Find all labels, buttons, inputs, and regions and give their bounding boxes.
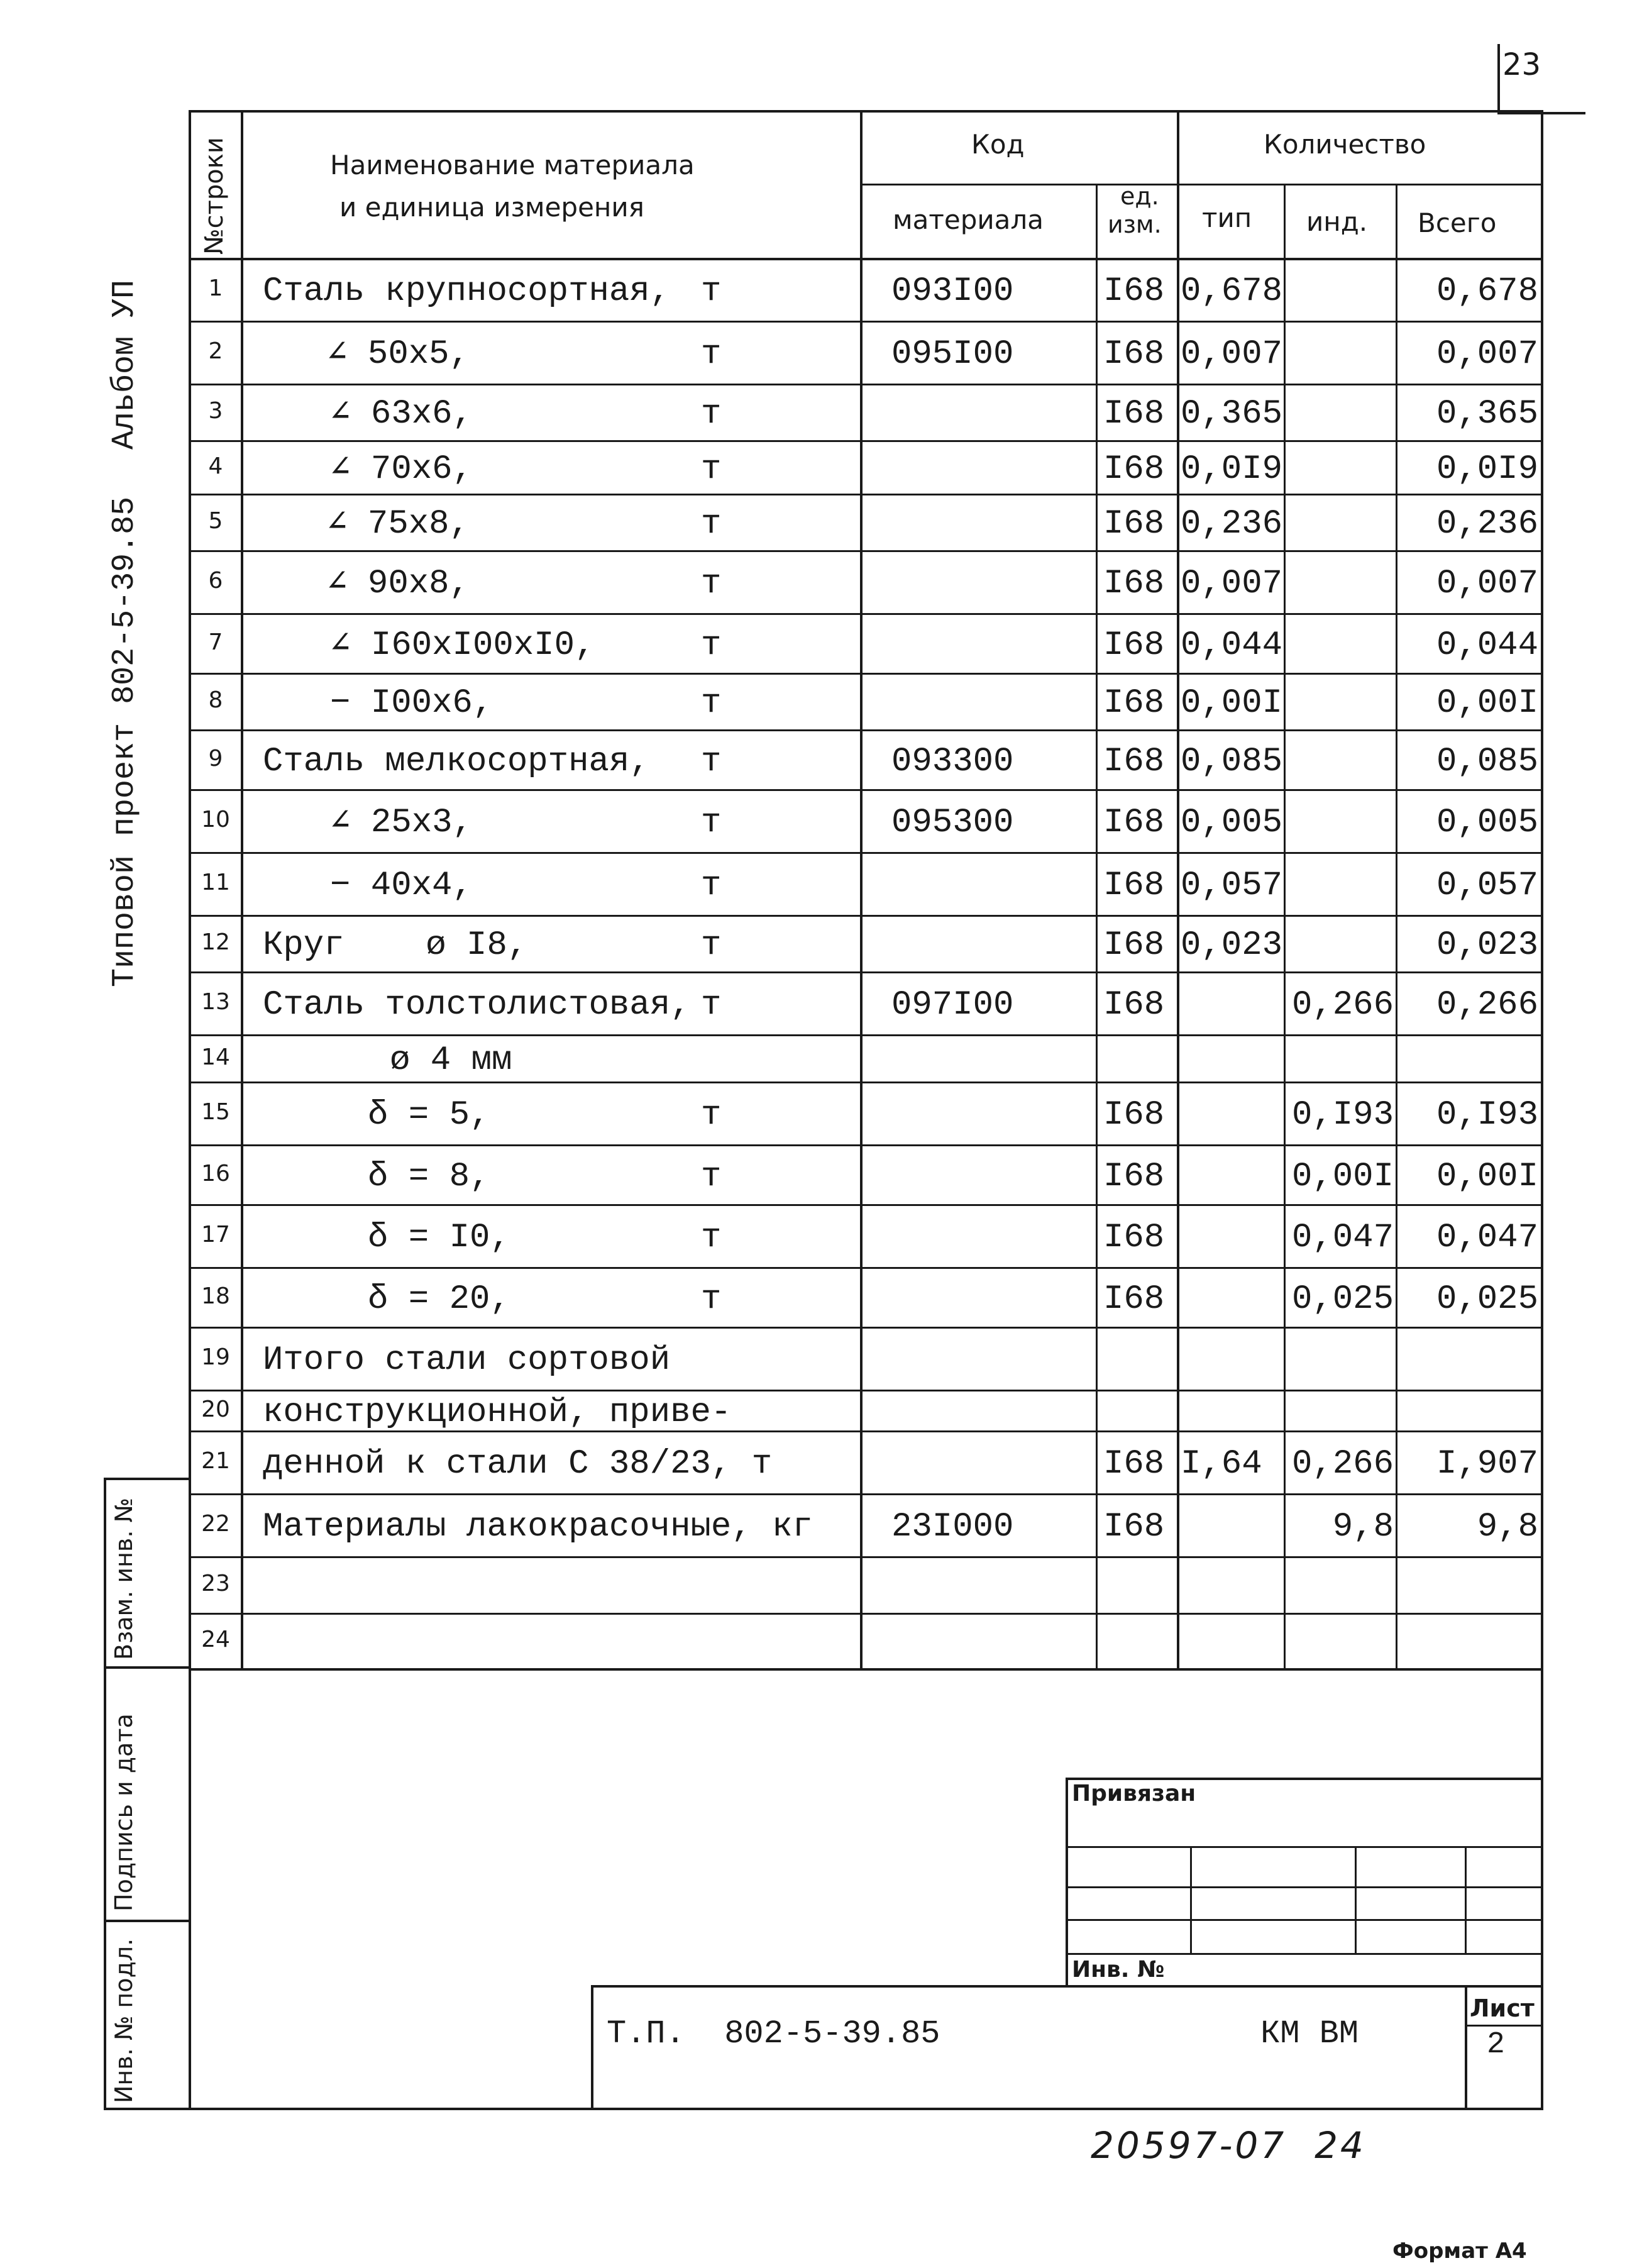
row-number: 24 <box>201 1627 230 1652</box>
qty-total: 0,005 <box>1436 804 1538 842</box>
stamp-vzam-inv: Взам. инв. № <box>110 1497 138 1660</box>
material-name: Итого стали сортовой <box>263 1341 671 1380</box>
unit-code: I68 <box>1103 684 1165 722</box>
row-divider <box>189 673 1543 675</box>
row-divider <box>189 1327 1543 1329</box>
qty-total: 0,044 <box>1436 626 1538 665</box>
unit-code: I68 <box>1103 450 1165 489</box>
row-number: 15 <box>201 1099 230 1125</box>
sheet-number: 2 <box>1487 2028 1505 2062</box>
row-divider <box>189 440 1543 442</box>
unit-label: т <box>701 742 722 781</box>
material-name: − I00х6, <box>330 684 493 722</box>
unit-label: т <box>701 1096 722 1134</box>
qty-total: 0,00I <box>1436 1157 1538 1196</box>
material-code: 093I00 <box>891 272 1014 311</box>
unit-label: т <box>701 986 722 1024</box>
unit-code: I68 <box>1103 1219 1165 1257</box>
unit-code: I68 <box>1103 1508 1165 1546</box>
unit-label: т <box>701 450 722 489</box>
qty-type: 0,023 <box>1181 926 1283 965</box>
qty-type: 0,236 <box>1181 505 1283 543</box>
header-unit-1: ед. <box>1120 182 1159 210</box>
unit-label: т <box>701 565 722 603</box>
qty-type: 0,057 <box>1181 866 1283 905</box>
unit-code: I68 <box>1103 335 1165 373</box>
unit-label: т <box>701 1280 722 1319</box>
row-number: 9 <box>208 745 223 772</box>
qty-total: 0,047 <box>1436 1219 1538 1257</box>
header-type: тип <box>1202 202 1252 233</box>
material-name: Сталь мелкосортная, <box>263 742 650 781</box>
material-name: ∠ I60хI00хI0, <box>330 626 595 665</box>
row-divider <box>189 384 1543 385</box>
qty-total: 0,007 <box>1436 335 1538 373</box>
material-code: 097I00 <box>891 986 1014 1024</box>
qty-ind: 0,266 <box>1291 986 1394 1024</box>
stamp-inv-podl: Инв. № подл. <box>110 1938 138 2103</box>
unit-label: т <box>701 1219 722 1257</box>
qty-total: 0,0I9 <box>1436 450 1538 489</box>
row-divider <box>189 321 1543 323</box>
row-number: 3 <box>208 398 223 424</box>
material-name: конструкционной, приве- <box>263 1393 732 1432</box>
qty-type: 0,005 <box>1181 804 1283 842</box>
qty-total: 0,266 <box>1436 986 1538 1024</box>
row-divider <box>189 852 1543 854</box>
material-code: 095I00 <box>891 335 1014 373</box>
header-code: Код <box>971 129 1025 160</box>
row-number: 13 <box>201 989 230 1015</box>
doc-code: Т.П. 802-5-39.85 <box>607 2015 940 2052</box>
privyazan-label: Привязан <box>1072 1781 1196 1806</box>
qty-type: 0,00I <box>1181 684 1283 722</box>
unit-code: I68 <box>1103 1445 1165 1483</box>
unit-label: т <box>701 335 722 373</box>
qty-total: I,907 <box>1436 1445 1538 1483</box>
row-number: 20 <box>201 1396 230 1422</box>
material-name: Круг ø I8, <box>263 926 528 965</box>
row-divider <box>189 494 1543 495</box>
row-divider <box>189 1267 1543 1269</box>
material-code: 23I000 <box>891 1508 1014 1546</box>
side-title: Типовой проект 802-5-39.85 <box>107 496 143 987</box>
header-name-line1: Наименование материала <box>330 150 695 180</box>
unit-label: т <box>701 866 722 905</box>
unit-code: I68 <box>1103 1280 1165 1319</box>
row-number: 19 <box>201 1344 230 1370</box>
row-number: 8 <box>208 687 223 713</box>
row-number: 16 <box>201 1160 230 1187</box>
album-label: Альбом УП <box>107 279 143 450</box>
material-name: δ = I0, <box>368 1219 510 1257</box>
material-name: δ = 8, <box>368 1157 490 1196</box>
unit-code: I68 <box>1103 505 1165 543</box>
unit-code: I68 <box>1103 1096 1165 1134</box>
unit-code: I68 <box>1103 395 1165 433</box>
unit-label: т <box>701 1157 722 1196</box>
material-name: ∠ 25х3, <box>330 804 473 842</box>
material-name: Сталь толстолистовая, <box>263 986 691 1024</box>
material-name: ∠ 90х8, <box>327 565 470 603</box>
row-number: 6 <box>208 568 223 594</box>
row-divider <box>189 729 1543 731</box>
qty-ind: 9,8 <box>1332 1508 1394 1546</box>
row-number: 23 <box>201 1571 230 1596</box>
material-name: − 40х4, <box>330 866 473 905</box>
row-number: 7 <box>208 629 223 655</box>
row-number: 18 <box>201 1283 230 1309</box>
unit-label: т <box>701 505 722 543</box>
material-name: ∠ 70х6, <box>330 450 473 489</box>
unit-label: т <box>701 272 722 311</box>
row-number: 12 <box>201 929 230 955</box>
material-name: ∠ 63х6, <box>330 395 473 433</box>
qty-ind: 0,00I <box>1291 1157 1394 1196</box>
qty-total: 0,678 <box>1436 272 1538 311</box>
row-divider <box>189 789 1543 791</box>
unit-label: т <box>701 804 722 842</box>
qty-total: 0,I93 <box>1436 1096 1538 1134</box>
unit-code: I68 <box>1103 866 1165 905</box>
unit-code: I68 <box>1103 986 1165 1024</box>
row-divider <box>189 971 1543 973</box>
header-row-no: №строки <box>200 137 229 255</box>
material-name: Материалы лакокрасочные, кг <box>263 1508 813 1546</box>
row-number: 11 <box>201 870 230 895</box>
qty-type: 0,044 <box>1181 626 1283 665</box>
unit-code: I68 <box>1103 742 1165 781</box>
row-divider <box>189 1144 1543 1146</box>
qty-total: 9,8 <box>1477 1508 1538 1546</box>
qty-type: 0,0I9 <box>1181 450 1283 489</box>
header-quantity: Количество <box>1264 129 1426 160</box>
qty-total: 0,025 <box>1436 1280 1538 1319</box>
page-number-divider <box>1497 44 1500 113</box>
material-name: ø 4 мм <box>390 1041 512 1080</box>
row-number: 1 <box>208 275 223 301</box>
qty-type: 0,007 <box>1181 565 1283 603</box>
row-number: 10 <box>201 807 230 833</box>
qty-type: 0,007 <box>1181 335 1283 373</box>
unit-label: т <box>701 626 722 665</box>
inv-no-label: Инв. № <box>1072 1957 1165 1983</box>
unit-code: I68 <box>1103 272 1165 311</box>
qty-total: 0,00I <box>1436 684 1538 722</box>
row-divider <box>189 1204 1543 1206</box>
material-name: ∠ 75х8, <box>327 505 470 543</box>
qty-ind: 0,047 <box>1291 1219 1394 1257</box>
row-number: 17 <box>201 1222 230 1247</box>
header-material: материала <box>893 204 1044 235</box>
material-name: ∠ 50х5, <box>327 335 470 373</box>
unit-label: т <box>701 684 722 722</box>
sheet-label: Лист <box>1470 1994 1535 2022</box>
qty-total: 0,007 <box>1436 565 1538 603</box>
header-ind: инд. <box>1306 206 1368 237</box>
row-divider <box>189 915 1543 917</box>
row-divider <box>189 1613 1543 1615</box>
row-number: 2 <box>208 338 223 364</box>
qty-type: I,64 <box>1181 1445 1262 1483</box>
row-number: 22 <box>201 1511 230 1537</box>
stamp-podpis: Подпись и дата <box>110 1713 138 1911</box>
qty-total: 0,057 <box>1436 866 1538 905</box>
qty-ind: 0,025 <box>1291 1280 1394 1319</box>
row-divider <box>189 1556 1543 1558</box>
qty-type: 0,678 <box>1181 272 1283 311</box>
qty-total: 0,365 <box>1436 395 1538 433</box>
unit-label: т <box>701 395 722 433</box>
qty-type: 0,085 <box>1181 742 1283 781</box>
unit-label: т <box>701 926 722 965</box>
qty-total: 0,085 <box>1436 742 1538 781</box>
doc-mark: КМ ВМ <box>1260 2015 1359 2052</box>
unit-code: I68 <box>1103 565 1165 603</box>
row-number: 21 <box>201 1448 230 1474</box>
row-divider <box>189 1493 1543 1495</box>
unit-code: I68 <box>1103 1157 1165 1196</box>
format-label: Формат А4 <box>1392 2238 1527 2264</box>
qty-total: 0,236 <box>1436 505 1538 543</box>
row-divider <box>189 550 1543 552</box>
qty-total: 0,023 <box>1436 926 1538 965</box>
row-number: 4 <box>208 453 223 479</box>
row-number: 5 <box>208 508 223 534</box>
material-name: денной к стали С 38/23, т <box>263 1445 773 1483</box>
unit-code: I68 <box>1103 926 1165 965</box>
row-divider <box>189 613 1543 615</box>
page-number: 23 <box>1502 47 1541 82</box>
qty-type: 0,365 <box>1181 395 1283 433</box>
row-divider <box>189 1390 1543 1391</box>
row-divider <box>189 1034 1543 1036</box>
qty-ind: 0,266 <box>1291 1445 1394 1483</box>
material-name: Сталь крупносортная, <box>263 272 671 311</box>
unit-code: I68 <box>1103 626 1165 665</box>
row-number: 14 <box>201 1044 230 1070</box>
header-unit-2: изм. <box>1108 211 1162 238</box>
material-name: δ = 5, <box>368 1096 490 1134</box>
handwritten-number: 20597-07 24 <box>1091 2124 1366 2167</box>
header-total: Всего <box>1418 207 1497 238</box>
qty-ind: 0,I93 <box>1291 1096 1394 1134</box>
material-code: 093300 <box>891 742 1014 781</box>
row-divider <box>189 1081 1543 1083</box>
unit-code: I68 <box>1103 804 1165 842</box>
material-name: δ = 20, <box>368 1280 510 1319</box>
material-code: 095300 <box>891 804 1014 842</box>
header-name-line2: и единица измерения <box>339 192 644 223</box>
